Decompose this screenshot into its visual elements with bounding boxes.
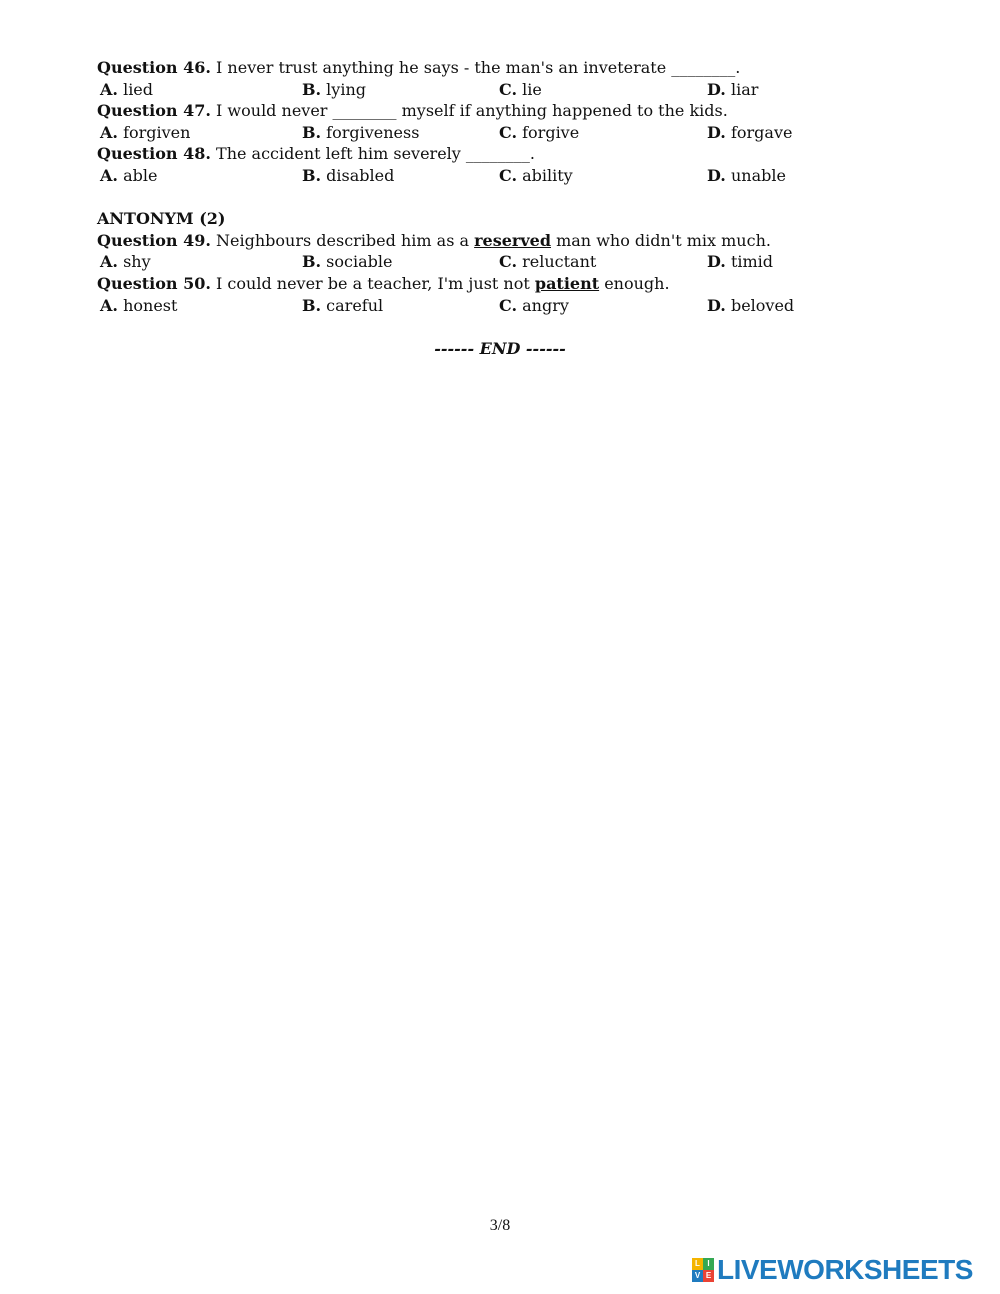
option-b[interactable]: B. disabled <box>302 165 395 185</box>
option-c[interactable]: C. angry <box>499 295 569 315</box>
question-46 <box>97 57 917 79</box>
question-label: Question 50. <box>97 273 211 293</box>
option-d[interactable]: D. forgave <box>707 122 793 142</box>
question-47 <box>97 100 917 122</box>
end-marker: ------ END ------ <box>434 338 566 358</box>
section-title: ANTONYM (2) <box>97 209 226 229</box>
question-48-options <box>97 165 917 187</box>
question-text: I never trust anything he says - the man's an inveterate ________. <box>210 58 741 77</box>
question-label: Question 49. <box>97 230 211 250</box>
question-text-after: man who didn't mix much. <box>551 230 771 250</box>
option-d[interactable]: D. unable <box>707 165 786 185</box>
underlined-word: reserved <box>474 230 551 250</box>
question-label: Question 47. <box>97 101 211 121</box>
page-number: 3/8 <box>489 1217 511 1234</box>
question-text: The accident left him severely ________. <box>210 144 535 164</box>
question-text: I would never ________ myself if anything happened to the kids. <box>210 101 728 121</box>
option-a[interactable]: A. able <box>100 165 158 185</box>
question-text-after: enough. <box>599 273 670 293</box>
question-50 <box>97 273 917 295</box>
option-c[interactable]: C. lie <box>499 79 542 99</box>
question-49 <box>97 230 917 252</box>
option-b[interactable]: B. careful <box>302 295 384 315</box>
logo-cell: V <box>692 1270 703 1282</box>
logo-cell: E <box>703 1270 714 1282</box>
option-a[interactable]: A. forgiven <box>100 122 191 142</box>
option-a[interactable]: A. honest <box>100 295 178 315</box>
option-c[interactable]: C. reluctant <box>499 252 597 272</box>
question-49-options <box>97 251 917 273</box>
liveworksheets-logo-icon <box>692 1258 714 1282</box>
question-48 <box>97 143 917 165</box>
option-c[interactable]: C. ability <box>499 165 573 185</box>
option-b[interactable]: B. sociable <box>302 252 393 272</box>
question-label: Question 46. <box>97 58 211 77</box>
logo-cell: L <box>692 1258 703 1270</box>
underlined-word: patient <box>534 273 600 293</box>
option-a[interactable]: A. lied <box>100 79 154 99</box>
option-c[interactable]: C. forgive <box>499 122 580 142</box>
question-46-options <box>97 79 917 101</box>
option-a[interactable]: A. shy <box>100 252 151 272</box>
question-47-options <box>97 122 917 144</box>
question-text: Neighbours described him as a <box>210 230 475 250</box>
spacer <box>97 187 917 209</box>
option-d[interactable]: D. timid <box>707 252 774 272</box>
logo-cell: I <box>703 1258 714 1270</box>
brand-name: LIVEWORKSHEETS <box>717 1254 973 1285</box>
liveworksheets-brand[interactable] <box>692 1256 973 1284</box>
question-50-options <box>97 295 917 317</box>
option-b[interactable]: B. lying <box>302 79 366 99</box>
option-d[interactable]: D. beloved <box>707 295 795 315</box>
worksheet-page <box>97 57 917 359</box>
question-text: I could never be a teacher, I'm just not <box>210 273 535 293</box>
spacer <box>97 316 917 338</box>
question-label: Question 48. <box>97 144 211 164</box>
option-b[interactable]: B. forgiveness <box>302 122 420 142</box>
option-d[interactable]: D. liar <box>707 79 759 99</box>
